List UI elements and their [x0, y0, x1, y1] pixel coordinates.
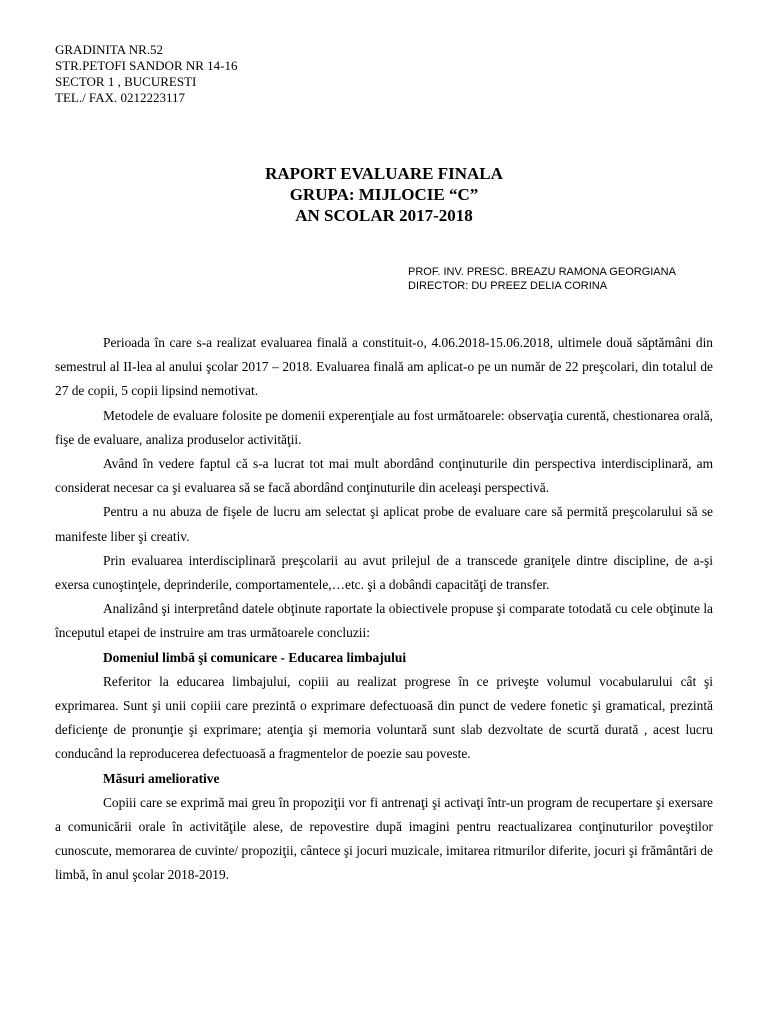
paragraph-remedial-measures: Copiii care se exprimă mai greu în propoziţii vor fi antrenaţi şi activaţi într-un program de recupertare şi exersare a comunicării orale în activităţile alese, de repovestire după imagini pentru reactualizarea conţinuturilor poveştilor cunoscute, memorarea de cuvinte/ propoziţii, cântece şi jocuri muzicale, imitarea ritmurilor diferite, jocuri şi frământări de limbă, în anul şcolar 2018-2019. [55, 794, 713, 883]
paragraph-transfer: Prin evaluarea interdisciplinară preşcolarii au avut prilejul de a transcede graniţele dintre discipline, de a-şi exersa cunoştinţele, deprinderile, comportamentele,…etc. şi a dobândi capacităţi de transfer. [55, 552, 713, 593]
title-line-group: GRUPA: MIJLOCIE “C” [289, 185, 479, 204]
header-line-sector: SECTOR 1 , BUCURESTI [55, 74, 197, 89]
paragraph-conclusions-intro: Analizând şi interpretând datele obţinute raportate la obiectivele propuse şi comparate totodată cu cele obţinute la începutul etapei de instruire am tras următoarele concluzii: [55, 601, 713, 641]
title-line-year: AN SCOLAR 2017-2018 [295, 206, 473, 225]
signers-block [408, 265, 676, 293]
institution-header [55, 42, 238, 106]
paragraph-methods: Metodele de evaluare folosite pe domenii experenţiale au fost următoarele: observaţia curentă, chestionarea orală, fişe de evaluare, analiza produselor activităţii. [55, 407, 713, 447]
section-heading-language: Domeniul limbă şi comunicare - Educarea limbajului [103, 649, 407, 665]
title-line-report: RAPORT EVALUARE FINALA [265, 164, 503, 183]
header-line-school: GRADINITA NR.52 [55, 42, 164, 57]
director-name: DIRECTOR: DU PREEZ DELIA CORINA [408, 280, 608, 292]
header-line-street: STR.PETOFI SANDOR NR 14-16 [55, 58, 238, 73]
paragraph-worksheets: Pentru a nu abuza de fişele de lucru am selectat şi aplicat probe de evaluare care să permită preşcolarului să se manifeste liber şi creativ. [55, 504, 713, 544]
header-line-phone: TEL./ FAX. 0212223117 [55, 90, 185, 105]
paragraph-language-progress: Referitor la educarea limbajului, copiii au realizat progrese în ce priveşte volumul vocabularului cât şi exprimarea. Sunt şi unii copiii care prezintă o exprimare defectuoasă din punct de vedere fonetic şi gramatical, prezintă deficienţe de pronunţie şi exprimare; atenţia şi memoria voluntară sunt slab dezvoltate de scurtă durată , acest lucru conducând la reproducerea defectuoasă a fragmentelor de poezie sau poveste. [55, 673, 713, 762]
teacher-name: PROF. INV. PRESC. BREAZU RAMONA GEORGIANA [408, 266, 676, 278]
report-body [55, 331, 713, 888]
document-title [0, 163, 768, 226]
section-heading-remedial: Măsuri ameliorative [103, 770, 220, 786]
paragraph-period: Perioada în care s-a realizat evaluarea finală a constituit-o, 4.06.2018-15.06.2018, ultimele două săptămâni din semestrul al II-lea al anului şcolar 2017 – 2018. Evaluarea finală am aplicat-o pe un număr de 22 preşcolari, din totalul de 27 de copii, 5 copii lipsind nemotivat. [55, 335, 713, 399]
paragraph-interdisciplinary: Având în vedere faptul că s-a lucrat tot mai mult abordând conţinuturile din perspectiva interdisciplinară, am considerat necesar ca şi evaluarea să se facă abordând conţinuturile din aceleaşi perspectivă. [55, 456, 713, 496]
